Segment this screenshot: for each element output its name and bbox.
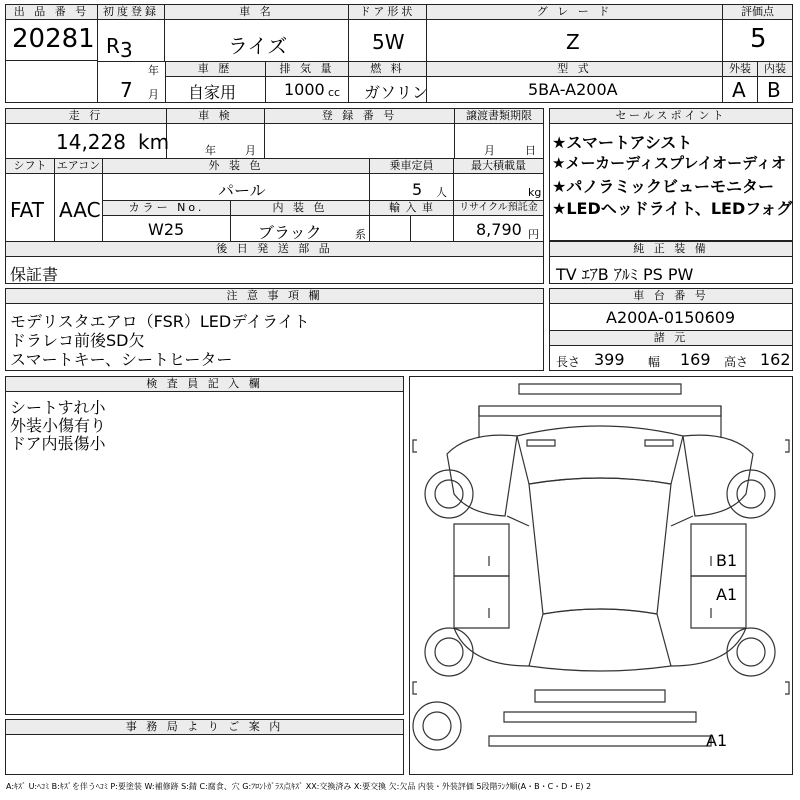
inspector-label: 検 査 員 記 入 欄: [6, 377, 403, 392]
ext-color: パール: [218, 181, 266, 200]
inspector-line: 外装小傷有り: [10, 416, 107, 435]
insp-year-unit: 年: [205, 144, 216, 157]
selling-points-label: セールスポイント: [550, 109, 792, 124]
int-color-label: 内 装 色: [231, 201, 369, 216]
selling-point: ★パノラミックビューモニター: [552, 177, 775, 196]
note-line: モデリスタエアロ（FSR）LEDデイライト: [10, 312, 310, 331]
chassis-label: 車 台 番 号: [550, 289, 792, 304]
width-label: 幅: [648, 355, 661, 369]
length: 399: [594, 350, 625, 369]
ext-score: A: [732, 78, 746, 102]
width: 169: [680, 350, 711, 369]
transfer-label: 譲渡書類期限: [455, 109, 543, 124]
transfer-day: 日: [525, 144, 536, 157]
office-label: 事 務 局 よ り ご 案 内: [6, 720, 403, 735]
car-outline: [409, 376, 793, 775]
int-color: ブラック: [258, 223, 322, 242]
ext-label: 外装: [723, 62, 757, 77]
fuel-label: 燃 料: [349, 62, 426, 77]
first-reg-label: 初度登録: [98, 5, 164, 20]
km-unit: km: [138, 130, 170, 154]
grade: Z: [566, 30, 580, 54]
notes-label: 注 意 事 項 欄: [6, 289, 543, 304]
note-line: スマートキー、シートヒーター: [10, 350, 233, 369]
model: 5BA-A200A: [528, 80, 618, 99]
model-label: 型 式: [427, 62, 722, 77]
color-no-label: カラー No.: [103, 201, 230, 216]
import-label: 輸 入 車: [370, 201, 453, 216]
cc-unit: cc: [328, 86, 341, 99]
damage-mark: A1: [716, 585, 738, 604]
lot-label: 出 品 番 号: [6, 5, 97, 20]
shift-label: シフト: [6, 159, 54, 174]
score: 5: [750, 24, 767, 54]
displacement: 1000: [284, 80, 325, 99]
ac-label: エアコン: [56, 159, 101, 172]
door-type: 5W: [372, 30, 405, 54]
month-unit: 月: [148, 88, 159, 101]
max-load-label: 最大積載量: [454, 159, 543, 174]
selling-point: ★メーカーディスプレイオーディオ: [552, 154, 786, 172]
note-line: ドラレコ前後SD欠: [10, 331, 145, 350]
year-unit: 年: [148, 64, 159, 77]
recycle-fee: 8,790: [476, 220, 522, 239]
selling-point: ★スマートアシスト: [552, 133, 693, 152]
capacity: 5: [412, 180, 423, 199]
int-color-suffix: 系: [355, 228, 366, 241]
chassis-number: A200A-0150609: [606, 308, 736, 327]
lot-number: 20281: [12, 24, 95, 54]
int-score: B: [767, 78, 781, 102]
legend: A:ｷｽﾞ U:ﾍｺﾐ B:ｷｽﾞを伴うﾍｺﾐ P:要塗装 W:補修跡 S:錆 C:腐食、穴 G:ﾌﾛﾝﾄｶﾞﾗｽ点ｷｽﾞ XX:交換済み X:要交換 欠:欠品 内装・外装評価 5段階ﾗﾝｸ順(A・B・C・D・E) 2: [6, 782, 592, 791]
specs-label: 諸 元: [550, 331, 792, 346]
capacity-unit: 人: [436, 186, 447, 199]
transfer-month: 月: [484, 144, 495, 157]
equipment: TV ｴｱB ｱﾙﾐ PS PW: [556, 265, 694, 284]
displacement-label: 排 気 量: [266, 62, 348, 77]
reg-no-label: 登 録 番 号: [265, 109, 454, 124]
ac: AAC: [59, 198, 101, 222]
int-label: 内装: [758, 62, 792, 77]
length-label: 長さ: [556, 355, 581, 369]
color-no: W25: [148, 220, 185, 239]
history: 自家用: [188, 83, 237, 102]
fuel: ガソリン: [364, 83, 429, 102]
mileage-label: 走 行: [6, 109, 166, 124]
reg-year: 3: [120, 38, 133, 62]
shift: FAT: [10, 198, 45, 222]
mileage: 14,228: [56, 130, 126, 154]
yen-unit: 円: [528, 228, 539, 241]
height: 162: [760, 350, 791, 369]
ext-color-label: 外 装 色: [103, 159, 369, 174]
later-parts: 保証書: [10, 265, 59, 284]
era: R: [106, 34, 120, 58]
later-parts-label: 後 日 発 送 部 品: [6, 242, 543, 257]
door-label: ドア形状: [349, 5, 426, 20]
height-label: 高さ: [724, 355, 749, 369]
reg-month: 7: [120, 78, 133, 102]
selling-point: ★LEDヘッドライト、LEDフォグ: [552, 199, 793, 218]
grade-label: グ レ ー ド: [427, 5, 722, 20]
damage-mark: A1: [706, 731, 728, 750]
damage-mark: B1: [716, 551, 738, 570]
score-label: 評価点: [723, 5, 792, 20]
inspection-label: 車 検: [167, 109, 264, 124]
recycle-label: リサイクル預託金: [454, 201, 543, 216]
equipment-label: 純 正 装 備: [550, 242, 792, 257]
kg-unit: kg: [528, 186, 542, 199]
car-name: ライズ: [228, 34, 288, 58]
inspector-line: ドア内張傷小: [10, 434, 106, 453]
inspector-line: シートすれ小: [10, 398, 106, 417]
capacity-label: 乗車定員: [370, 159, 453, 174]
car-name-label: 車 名: [165, 5, 348, 20]
history-label: 車 歴: [165, 62, 265, 77]
insp-month-unit: 月: [245, 144, 256, 157]
